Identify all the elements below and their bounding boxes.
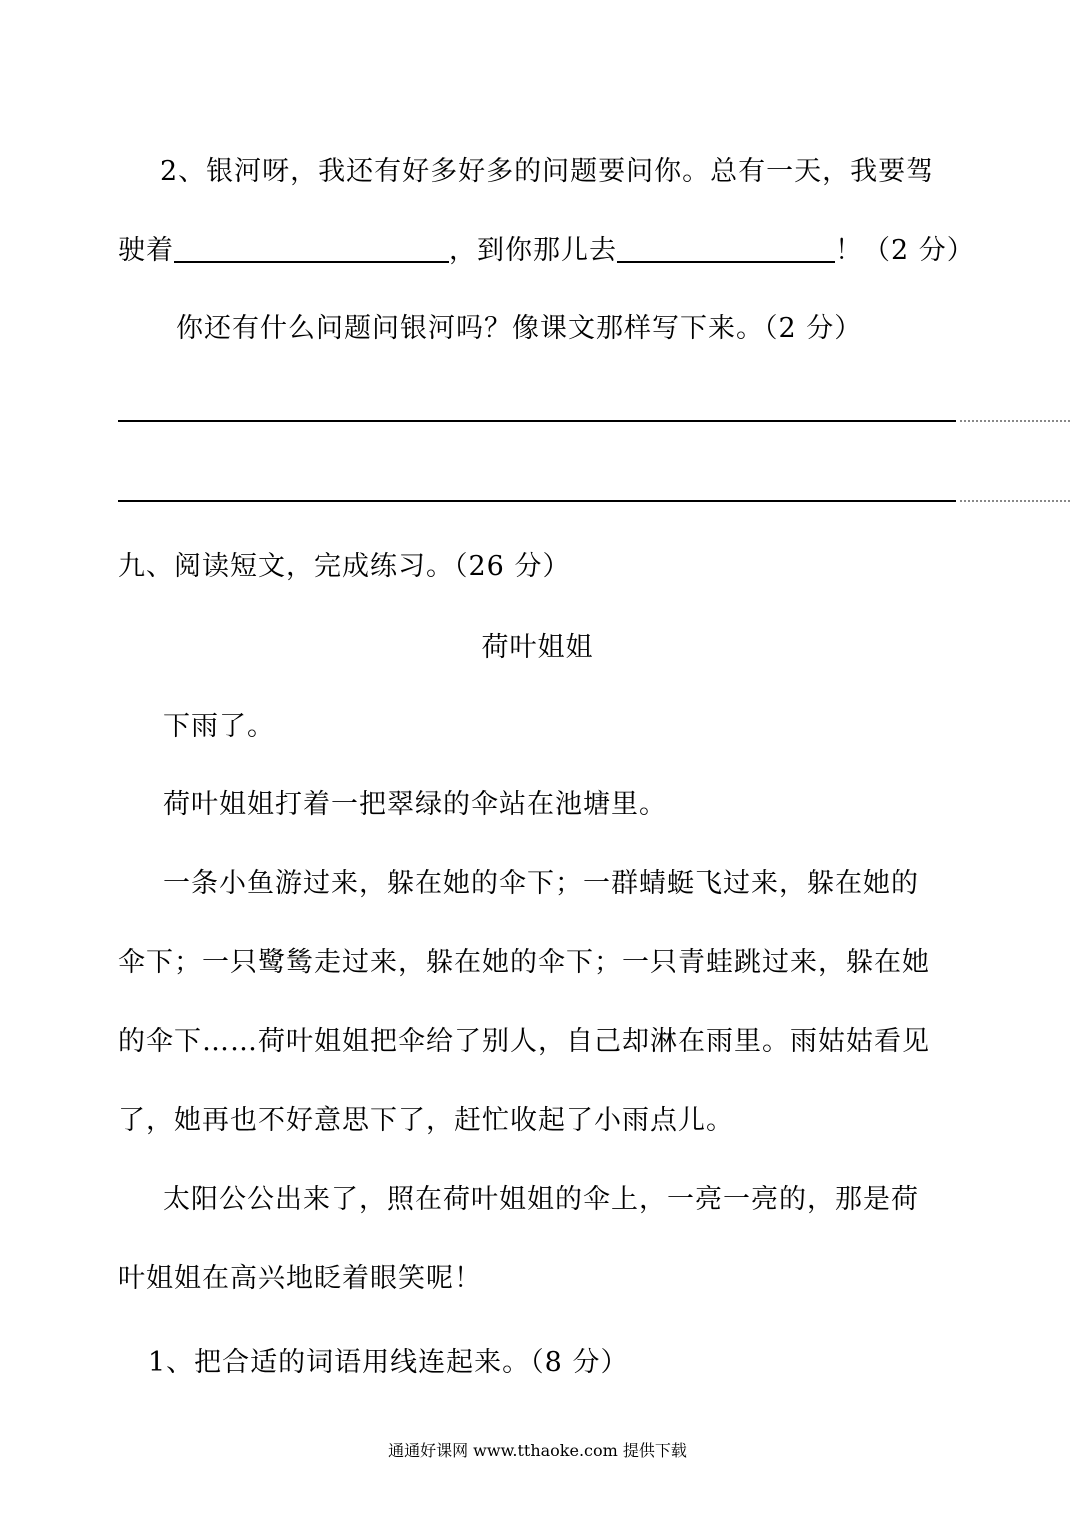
story-paragraph-3-line1: 一条小鱼游过来，躲在她的伞下；一群蜻蜓飞过来，躲在她的 (163, 868, 919, 899)
answer-line-1[interactable] (118, 420, 956, 422)
q2-line1: 2、银河呀，我还有好多好多的问题要问你。总有一天，我要驾 (160, 156, 935, 187)
story-paragraph-2: 荷叶姐姐打着一把翠绿的伞站在池塘里。 (163, 789, 667, 820)
story-paragraph-3-line3: 的伞下……荷叶姐姐把伞给了别人，自己却淋在雨里。雨姑姑看见 (118, 1026, 930, 1057)
answer-line-1-dots (960, 420, 1070, 422)
story-paragraph-4-line1: 太阳公公出来了，照在荷叶姐姐的伞上，一亮一亮的，那是荷 (163, 1184, 919, 1215)
q2-prompt: 你还有什么问题问银河吗？像课文那样写下来。（2 分） (176, 313, 863, 344)
answer-line-2-dots (960, 500, 1070, 502)
story-paragraph-3-line2: 伞下；一只鹭鸶走过来，躲在她的伞下；一只青蛙跳过来，躲在她 (118, 947, 930, 978)
story-paragraph-4-line2: 叶姐姐在高兴地眨着眼笑呢！ (118, 1263, 482, 1294)
q2-blank-2[interactable] (617, 235, 835, 263)
answer-line-2[interactable] (118, 500, 956, 502)
story-title: 荷叶姐姐 (481, 632, 594, 663)
q2-blank-1[interactable] (174, 235, 449, 263)
section9-heading: 九、阅读短文，完成练习。（26 分） (118, 551, 571, 582)
q2-line2-middle: ，到你那儿去 (449, 235, 617, 266)
story-paragraph-3-line4: 了，她再也不好意思下了，赶忙收起了小雨点儿。 (118, 1105, 734, 1136)
q2-line2-start: 驶着 (118, 235, 174, 266)
q2-line2-end: ！（2 分） (835, 235, 975, 266)
q2-line2 (118, 233, 975, 269)
story-paragraph-1: 下雨了。 (163, 711, 275, 742)
section9-q1: 1、把合适的词语用线连起来。（8 分） (148, 1347, 629, 1378)
footer-text: 通通好课网 www.tthaoke.com 提供下载 (388, 1441, 687, 1460)
